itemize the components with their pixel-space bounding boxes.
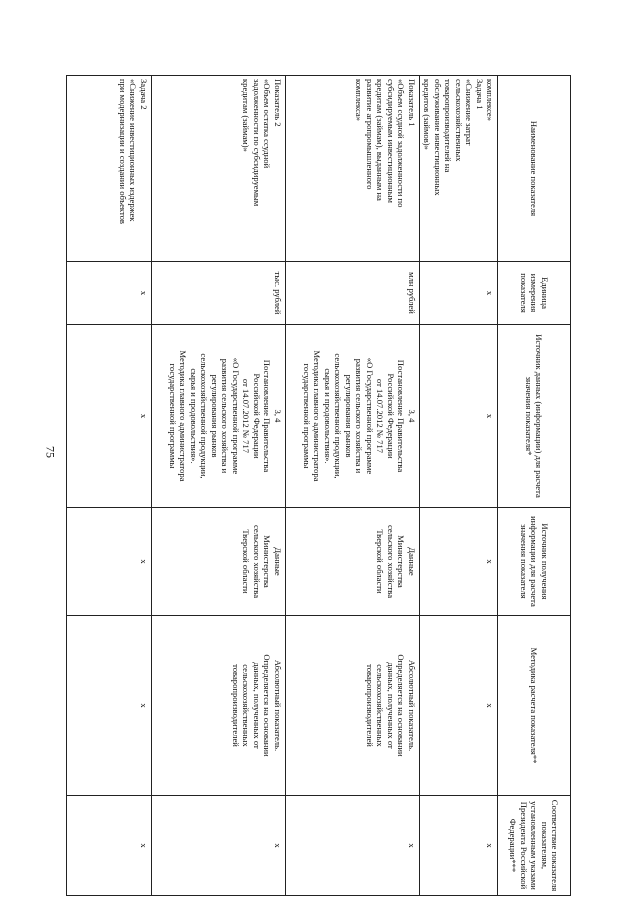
compliance-cell: х <box>419 796 497 896</box>
text-line: Российской Федерации <box>251 373 262 459</box>
text-line: от 14.07.2012 № 717 <box>241 378 252 454</box>
text-line: «Снижение затрат <box>464 79 475 146</box>
data-basis-cell <box>419 325 497 508</box>
table-row <box>151 76 285 896</box>
compliance-cell: х <box>151 796 285 896</box>
text-line: комплекса» <box>354 79 365 122</box>
unit-cell: млн рублей <box>285 262 419 325</box>
text-line: государственной программы <box>167 363 178 469</box>
text-line: х <box>485 559 495 564</box>
header-data-basis: Источник данных (информации) для расчета значения показателя* <box>498 325 571 508</box>
method-cell <box>151 616 285 796</box>
indicator-name-cell <box>66 76 151 262</box>
text-line: данных, полученных от <box>385 662 396 749</box>
text-line: регулирования рынков <box>343 374 354 458</box>
compliance-cell: х <box>285 796 419 896</box>
text-line: Данные <box>406 547 417 576</box>
text-line: 3, 4 <box>406 409 417 423</box>
text-line: Тверской области <box>241 529 252 594</box>
info-source-cell <box>419 508 497 616</box>
text-line: при модернизации и создании объектов <box>117 79 128 224</box>
text-line: товаропроизводителей <box>364 664 375 747</box>
text-line: данных, полученных от <box>251 662 262 749</box>
text-line: «Объем остатка ссудной <box>262 79 273 169</box>
table-row <box>285 76 419 896</box>
indicators-table <box>66 75 571 896</box>
unit-cell: х <box>419 262 497 325</box>
text-line: задолженности по субсидируемым <box>251 79 262 207</box>
text-line: х <box>138 413 149 419</box>
method-cell <box>419 616 497 796</box>
method-cell <box>66 616 151 796</box>
text-line: кредитам (займам), выданным на <box>375 79 386 201</box>
text-line: кредитов (займов)» <box>422 79 433 150</box>
text-line: субсидируемым инвестиционным <box>385 79 396 203</box>
text-line: товаропроизводителей <box>230 664 241 747</box>
unit-cell: х <box>66 262 151 325</box>
text-line: Определяется на основании <box>262 654 273 757</box>
data-basis-cell <box>151 325 285 508</box>
text-line: товаропроизводителей на <box>443 79 454 173</box>
text-line: «Объем ссудной задолженности по <box>396 79 407 208</box>
text-line: Задача 1 <box>474 79 485 110</box>
text-line: х <box>485 413 495 419</box>
info-source-cell <box>151 508 285 616</box>
text-line: «Снижение инвестиционных издержек <box>128 79 139 222</box>
method-cell <box>285 616 419 796</box>
unit-cell: тыс. рублей <box>151 262 285 325</box>
compliance-cell: х <box>66 796 151 896</box>
text-line: Показатель 1 <box>406 79 417 127</box>
text-line: сельского хозяйства <box>251 524 262 599</box>
rotated-table-page <box>71 75 571 895</box>
text-line: х <box>138 559 149 564</box>
data-basis-cell <box>66 325 151 508</box>
indicator-name-cell <box>151 76 285 262</box>
text-line: сырья и продовольствия». <box>188 368 199 464</box>
text-line: «О Государственной программе <box>230 357 241 475</box>
text-line: Министерства <box>396 535 407 588</box>
text-line: Задача 2 <box>138 79 149 110</box>
text-line: сельскохозяйственных <box>375 664 386 747</box>
text-line: Абсолютный показатель. <box>272 659 283 752</box>
text-line: сельскохозяйственных <box>241 664 252 747</box>
data-basis-cell <box>285 325 419 508</box>
text-line: государственной программы <box>301 363 312 469</box>
text-line: комплексе» <box>485 79 495 122</box>
text-line: Абсолютный показатель. <box>406 659 417 752</box>
text-line: Министерства <box>262 535 273 588</box>
header-info-source: Источник получения информации для расчета значения показателя <box>498 508 571 616</box>
header-method: Методика расчета показателя** <box>498 616 571 796</box>
text-line: регулирования рынков <box>209 374 220 458</box>
text-line: сельскохозяйственных <box>453 79 464 162</box>
text-line: Постановление Правительства <box>262 359 273 473</box>
text-line: Постановление Правительства <box>396 359 407 473</box>
text-line: Данные <box>272 547 283 576</box>
page-number: 75 <box>43 446 58 458</box>
header-row <box>498 76 571 896</box>
table-row <box>66 76 151 896</box>
text-line: развития сельского хозяйства и <box>354 358 365 474</box>
text-line: 3, 4 <box>272 409 283 423</box>
text-line: «О Государственной программе <box>364 357 375 475</box>
text-line: от 14.07.2012 № 717 <box>375 378 386 454</box>
text-line: развития сельского хозяйства и <box>220 358 231 474</box>
text-line: Показатель 2 <box>272 79 283 127</box>
text-line: Тверской области <box>375 529 386 594</box>
text-line: сельскохозяйственной продукции, <box>333 353 344 479</box>
indicator-name-cell <box>285 76 419 262</box>
text-line: сырья и продовольствия». <box>322 368 333 464</box>
header-compliance: Соответствие показателя показателям, установленным указами Президента Российской Федерации*** <box>498 796 571 896</box>
text-line: Методика главного администратора <box>178 350 189 482</box>
text-line: сельского хозяйства <box>385 524 396 599</box>
text-line: Российской Федерации <box>385 373 396 459</box>
text-line: Методика главного администратора <box>312 350 323 482</box>
info-source-cell <box>66 508 151 616</box>
text-line: сельскохозяйственной продукции, <box>199 353 210 479</box>
header-indicator-name: Наименование показателя <box>498 76 571 262</box>
text-line: х <box>138 703 149 708</box>
info-source-cell <box>285 508 419 616</box>
text-line: развитие агропромышленного <box>364 79 375 190</box>
table-row <box>419 76 497 896</box>
text-line: Определяется на основании <box>396 654 407 757</box>
indicator-name-cell <box>419 76 497 262</box>
header-unit: Единица измерения показателя <box>498 262 571 325</box>
text-line: кредитам (займам)» <box>241 79 252 152</box>
text-line: обслуживание инвестиционных <box>432 79 443 196</box>
text-line: х <box>485 703 495 708</box>
